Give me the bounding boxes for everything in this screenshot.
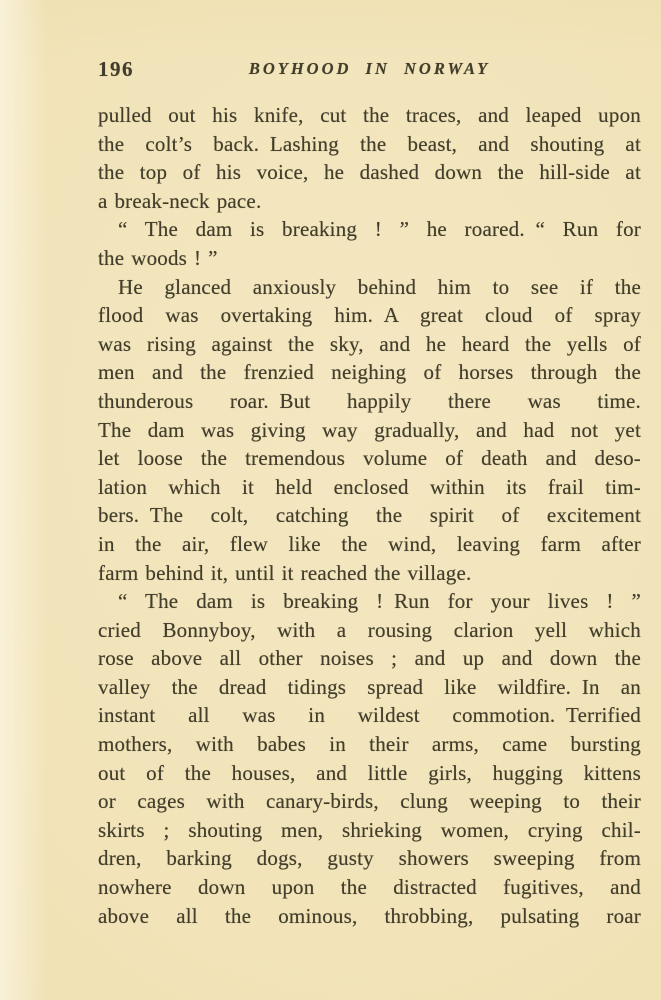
page-text bbox=[98, 101, 641, 930]
text-line: rose above all other noises ; and up and down the bbox=[98, 646, 641, 671]
text-line: instant all was in wildest commotion. Terrified bbox=[98, 703, 641, 728]
text-line: lation which it held enclosed within its frail tim- bbox=[98, 474, 641, 499]
text-line: nowhere down upon the distracted fugitives, and bbox=[98, 875, 641, 900]
text-line: bers. The colt, catching the spirit of excitement bbox=[98, 503, 641, 528]
text-line: or cages with canary-birds, clung weeping to their bbox=[98, 789, 641, 814]
text-line: skirts ; shouting men, shrieking women, crying chil- bbox=[98, 817, 641, 842]
text-line: “ The dam is breaking ! ” he roared. “ Run for bbox=[118, 217, 641, 242]
text-line: a break-neck pace. bbox=[98, 188, 262, 213]
text-line: let loose the tremendous volume of death and deso- bbox=[98, 446, 641, 471]
text-line: valley the dread tidings spread like wildfire. In an bbox=[98, 674, 641, 699]
text-line: the woods ! ” bbox=[98, 245, 218, 270]
text-line: men and the frenzied neighing of horses through the bbox=[98, 360, 641, 385]
text-line: pulled out his knife, cut the traces, and leaped upon bbox=[98, 103, 641, 127]
text-line: cried Bonnyboy, with a rousing clarion yell which bbox=[98, 617, 641, 642]
text-line: the colt’s back. Lashing the beast, and shouting at bbox=[98, 131, 641, 156]
text-line: farm behind it, until it reached the village. bbox=[98, 560, 472, 585]
text-line: dren, barking dogs, gusty showers sweeping from bbox=[98, 846, 641, 871]
text-line: mothers, with babes in their arms, came bursting bbox=[98, 732, 641, 757]
text-line: “ The dam is breaking ! Run for your lives ! ” bbox=[118, 589, 641, 614]
text-line: the top of his voice, he dashed down the hill-side at bbox=[98, 160, 641, 185]
text-line: out of the houses, and little girls, hugging kittens bbox=[98, 760, 641, 785]
text-line: above all the ominous, throbbing, pulsating roar bbox=[98, 903, 641, 928]
text-line: in the air, flew like the wind, leaving farm after bbox=[98, 531, 641, 556]
page-number: 196 bbox=[98, 57, 134, 81]
text-line: He glanced anxiously behind him to see if the bbox=[118, 274, 641, 299]
text-line: thunderous roar. But happily there was time. bbox=[98, 388, 641, 413]
text-line: The dam was giving way gradually, and had not yet bbox=[98, 417, 641, 442]
text-line: flood was overtaking him. A great cloud of spray bbox=[98, 303, 641, 328]
running-title: BOYHOOD IN NORWAY bbox=[248, 59, 491, 78]
text-line: was rising against the sky, and he heard the yells of bbox=[98, 331, 641, 356]
